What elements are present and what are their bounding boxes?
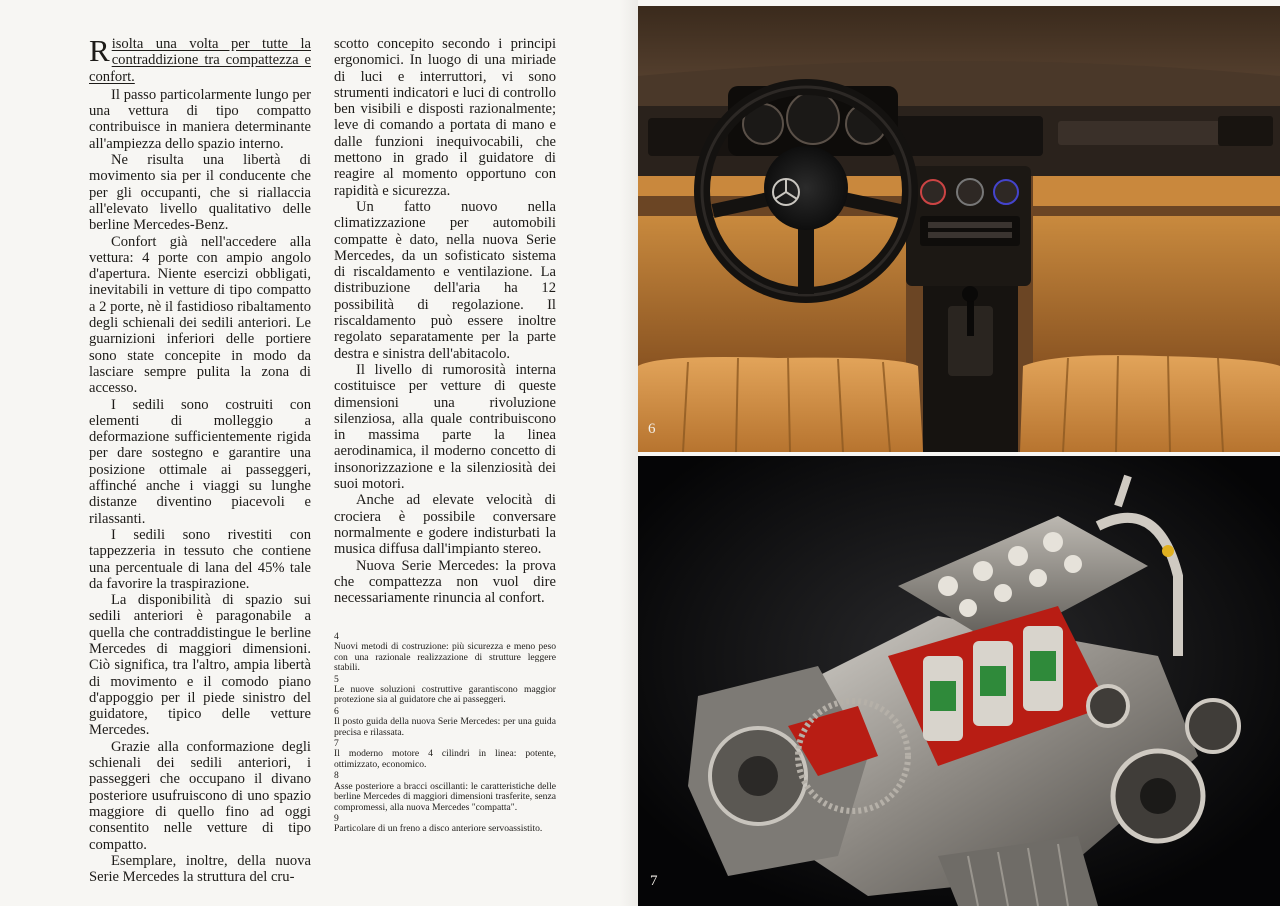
lead-paragraph xyxy=(89,33,311,85)
caption-item xyxy=(334,675,556,706)
body-paragraph: Nuova Serie Mercedes: la prova che compattezza non vuol dire necessariamente rinuncia al confort. xyxy=(334,557,556,607)
caption-text: Il posto guida della nuova Serie Mercedes: per una guida precisa e rilassata. xyxy=(334,716,556,738)
drop-cap: R xyxy=(89,33,110,68)
body-paragraph: I sedili sono costruiti con elementi di molleggio a deformazione sufficientemente rigida per dare sostegno e garantire una posizione ottimale ai passeggeri, affinché anche i viaggi su lunghe distanze diventino piacevoli e rilassanti. xyxy=(89,396,311,527)
caption-item xyxy=(334,707,556,738)
lead-text: isolta una volta per tutte la contraddizione tra compattezza e confort. xyxy=(89,36,311,85)
caption-item xyxy=(334,632,556,674)
body-paragraph: Confort già nell'accedere alla vettura: 4 porte con ampio angolo d'apertura. Niente esercizi obbligati, inevitabili in vetture di tipo compatto a 2 porte, nè il fastidioso ribaltamento degli schienali dei sedili anteriori. Le guarnizioni inferiori delle portiere sono state concepite in modo da lasciare sempre pulita la zona di accesso. xyxy=(89,233,311,397)
page-spine xyxy=(620,0,638,906)
caption-number: 5 xyxy=(334,673,339,685)
body-paragraph: Ne risulta una libertà di movimento sia per il conducente che per gli occupanti, che si riallaccia all'elevato livello qualitativo delle berline Mercedes-Benz. xyxy=(89,152,311,234)
body-paragraph: Grazie alla conformazione degli schienali dei sedili anteriori, i passeggeri che occupano il divano posteriore usufruiscono di uno spazio maggiore di quello fino ad oggi consentito nelle vetture di tipo compatto. xyxy=(89,738,311,853)
photo-captions xyxy=(334,632,556,836)
caption-text: Nuovi metodi di costruzione: più sicurezza e meno peso con una razionale realizzazione di strutture leggere stabili. xyxy=(334,641,556,674)
caption-number: 9 xyxy=(334,812,339,824)
caption-text: Il moderno motore 4 cilindri in linea: potente, ottimizzato, economico. xyxy=(334,748,556,770)
dashboard-illustration xyxy=(638,6,1280,452)
caption-text: Asse posteriore a bracci oscillanti: le caratteristiche delle berline Mercedes di maggiori dimensioni trasferite, senza compromessi, alla nuova Mercedes "compatta". xyxy=(334,780,556,813)
body-paragraph: Anche ad elevate velocità di crociera è possibile conversare normalmente e godere indisturbati la musica diffusa dall'impianto stereo. xyxy=(334,492,556,558)
dashboard-photo xyxy=(638,6,1280,452)
body-paragraph: Un fatto nuovo nella climatizzazione per automobili compatte è dato, nella nuova Serie Mercedes, da un sofisticato sistema di riscaldamento e ventilazione. La distribuzione dell'aria ha 12 possibilità di regolazione. Il riscaldamento può essere inoltre regolato separatamente per la parte destra e sinistra dell'abitacolo. xyxy=(334,198,556,362)
body-paragraph: I sedili sono rivestiti con tappezzeria in tessuto che contiene una percentuale di lana del 45% tale da favorire la traspirazione. xyxy=(89,526,311,592)
photo-number: 7 xyxy=(650,873,658,889)
text-column-1 xyxy=(89,33,311,886)
caption-text: Le nuove soluzioni costruttive garantiscono maggior protezione sia al guidatore che ai passeggeri. xyxy=(334,684,556,706)
body-paragraph: Il livello di rumorosità interna costituisce per vetture di queste dimensioni una rivoluzione silenziosa, alla quale contribuiscono in massima parte la linea aerodinamica, il moderno concetto di insonorizzazione e la silenziosità dei suoi motori. xyxy=(334,361,556,493)
body-paragraph: Esemplare, inoltre, della nuova Serie Mercedes la struttura del cru- xyxy=(89,852,311,886)
engine-illustration xyxy=(638,456,1280,906)
caption-number: 6 xyxy=(334,705,339,717)
caption-item xyxy=(334,739,556,770)
body-paragraph: La disponibilità di spazio sui sedili anteriori è paragonabile a quella che contraddistingue le berline Mercedes di maggiori dimensioni. Ciò significa, tra l'altro, ampia libertà di movimento e il comodo piano d'appoggio per il piede sinistro del guidatore, tipico delle vetture Mercedes. xyxy=(89,592,311,739)
caption-text: Particolare di un freno a disco anteriore servoassistito. xyxy=(334,823,543,835)
caption-number: 8 xyxy=(334,770,339,782)
photo-number: 6 xyxy=(648,421,656,437)
caption-number: 7 xyxy=(334,738,339,750)
body-paragraph: Il passo particolarmente lungo per una vettura di tipo compatto contribuisce in maniera determinante all'ampiezza dello spazio interno. xyxy=(89,86,311,152)
caption-number: 4 xyxy=(334,631,339,642)
engine-photo xyxy=(638,456,1280,906)
caption-item xyxy=(334,771,556,813)
text-column-2 xyxy=(334,36,556,606)
body-paragraph: scotto concepito secondo i principi ergonomici. In luogo di una miriade di luci e interruttori, vi sono strumenti indicatori e luci di controllo ben visibili e disposti razionalmente; leve di comando a portata di mano e dalle funzioni inequivocabili, che mettono in grado il guidatore di reagire al momento opportuno con rapidità e sicurezza. xyxy=(334,36,556,199)
caption-item xyxy=(334,814,556,835)
